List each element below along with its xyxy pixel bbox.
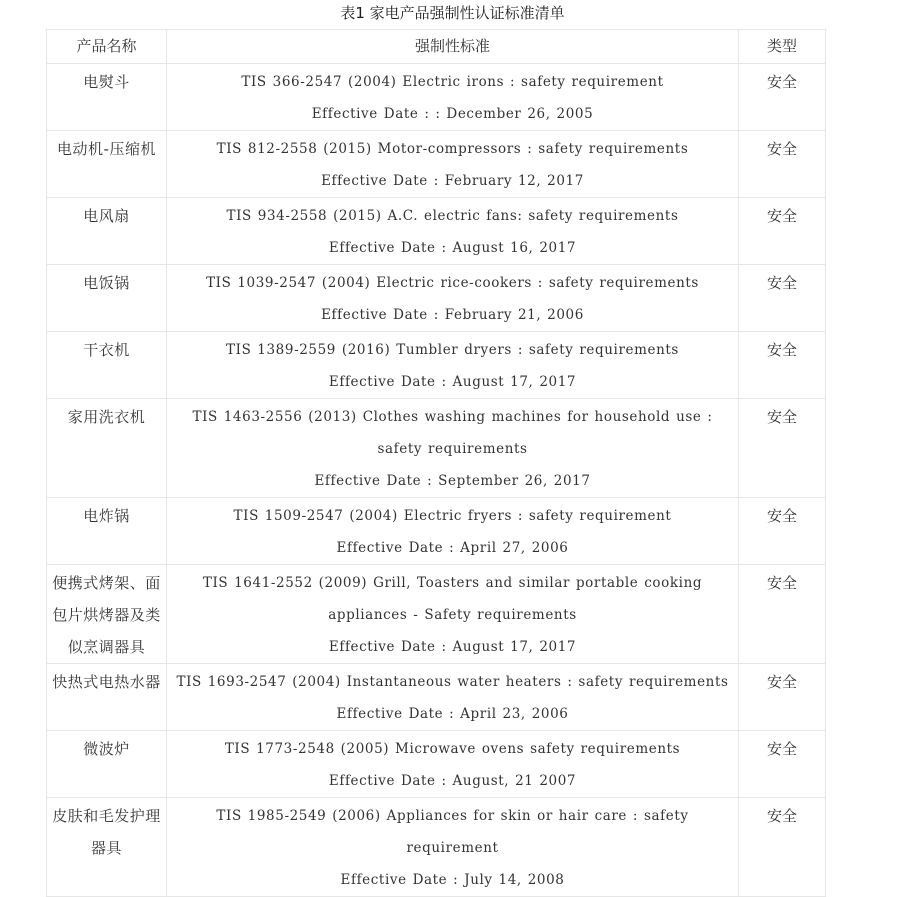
effective-date: Effective Date : : December 26, 2005 [311,106,594,122]
standard-cell [167,565,739,664]
header-standard: 强制性标准 [167,30,739,64]
product-name: 电动机-压缩机 [47,131,167,198]
standard-title: TIS 812-2558 (2015) Motor-compressors : safety requirements [216,141,689,157]
standard-title: TIS 1039-2547 (2004) Electric rice-cookers : safety requirements [206,275,699,291]
standard-cell [167,399,739,498]
type-cell: 安全 [739,198,826,265]
type-cell: 安全 [739,565,826,664]
effective-date: Effective Date : August 17, 2017 [328,374,577,390]
table-row [47,265,826,332]
type-cell: 安全 [739,498,826,565]
type-cell: 安全 [739,64,826,131]
table-header-row [47,30,826,64]
table-row [47,64,826,131]
standard-cell [167,198,739,265]
type-cell: 安全 [739,731,826,798]
standard-cell [167,332,739,399]
standard-cell [167,498,739,565]
product-name: 电熨斗 [47,64,167,131]
product-name: 家用洗衣机 [47,399,167,498]
product-name: 快热式电热水器 [47,664,167,731]
standard-title: TIS 1509-2547 (2004) Electric fryers : safety requirement [233,508,672,524]
product-name: 电炸锅 [47,498,167,565]
standard-cell [167,64,739,131]
table-row [47,664,826,731]
type-cell: 安全 [739,131,826,198]
product-name: 便携式烤架、面包片烘烤器及类似烹调器具 [47,565,167,664]
standard-title: TIS 1463-2556 (2013) Clothes washing machines for household use : safety requirements [192,409,713,457]
standard-cell [167,265,739,332]
standard-cell [167,664,739,731]
effective-date: Effective Date : February 21, 2006 [321,307,584,323]
effective-date: Effective Date : February 12, 2017 [321,173,584,189]
table-row [47,198,826,265]
effective-date: Effective Date : August 17, 2017 [328,639,577,655]
standard-cell [167,731,739,798]
table-row [47,332,826,399]
type-cell: 安全 [739,664,826,731]
standard-title: TIS 1773-2548 (2005) Microwave ovens safety requirements [224,741,681,757]
effective-date: Effective Date : August 16, 2017 [328,240,577,256]
standard-title: TIS 1641-2552 (2009) Grill, Toasters and similar portable cooking appliances - Safety requirements [202,575,703,623]
standard-title: TIS 1389-2559 (2016) Tumbler dryers : safety requirements [226,342,679,358]
standard-title: TIS 1693-2547 (2004) Instantaneous water heaters : safety requirements [176,674,729,690]
type-cell: 安全 [739,332,826,399]
standards-table [46,29,826,897]
table-row [47,798,826,897]
type-cell: 安全 [739,399,826,498]
standard-title: TIS 366-2547 (2004) Electric irons : safety requirement [241,74,664,90]
effective-date: Effective Date : April 23, 2006 [336,706,569,722]
effective-date: Effective Date : August, 21 2007 [328,773,577,789]
table-row [47,731,826,798]
table-caption: 表1 家电产品强制性认证标准清单 [340,4,565,22]
standard-cell [167,798,739,897]
product-name: 皮肤和毛发护理器具 [47,798,167,897]
table-row [47,498,826,565]
header-product-name: 产品名称 [47,30,167,64]
standard-title: TIS 1985-2549 (2006) Appliances for skin or hair care : safety requirement [216,808,689,856]
product-name: 电饭锅 [47,265,167,332]
standard-title: TIS 934-2558 (2015) A.C. electric fans: safety requirements [226,208,679,224]
effective-date: Effective Date : April 27, 2006 [336,540,569,556]
product-name: 微波炉 [47,731,167,798]
type-cell: 安全 [739,798,826,897]
effective-date: Effective Date : July 14, 2008 [340,872,565,888]
product-name: 干衣机 [47,332,167,399]
product-name: 电风扇 [47,198,167,265]
table-row [47,399,826,498]
standard-cell [167,131,739,198]
table-row [47,131,826,198]
effective-date: Effective Date : September 26, 2017 [314,473,591,489]
header-type: 类型 [739,30,826,64]
type-cell: 安全 [739,265,826,332]
table-row [47,565,826,664]
